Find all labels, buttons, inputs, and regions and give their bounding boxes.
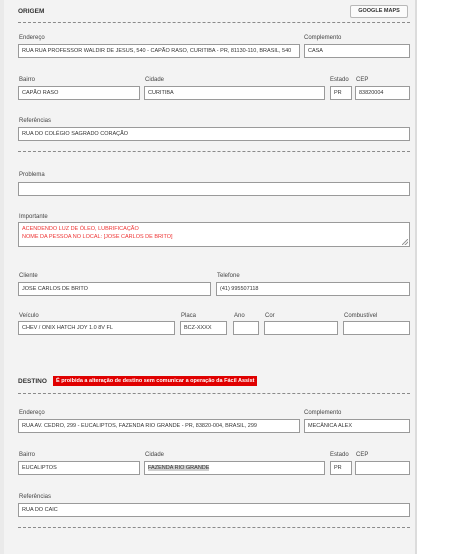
- importante-line-2: NOME DA PESSOA NO LOCAL: [JOSE CARLOS DE BRITO]: [22, 234, 173, 240]
- destino-endereco-input[interactable]: RUA AV. CEDRO, 299 - EUCALIPTOS, FAZENDA RIO GRANDE - PR, 83820-004, BRASIL, 299: [18, 419, 300, 433]
- origem-estado-label: Estado: [330, 77, 349, 83]
- destino-cep-input[interactable]: [355, 461, 410, 475]
- destino-cidade-input[interactable]: [144, 461, 325, 475]
- combustivel-input[interactable]: [343, 321, 410, 335]
- ano-label: Ano: [234, 313, 245, 319]
- cor-input[interactable]: [264, 321, 338, 335]
- origem-complemento-input[interactable]: CASA: [304, 44, 410, 58]
- cor-label: Cor: [265, 313, 275, 319]
- importante-line-1: ACENDENDO LUZ DE ÓLEO, LUBRIFICAÇÃO: [22, 226, 139, 232]
- origem-estado-input[interactable]: PR: [330, 86, 352, 100]
- destino-bairro-label: Bairro: [19, 452, 36, 458]
- destino-warning-badge: É proibida a alteração de destino sem comunicar a operação da Fácil Assist: [53, 376, 257, 386]
- origem-endereco-label: Endereço: [19, 35, 45, 41]
- divider: [18, 527, 410, 528]
- importante-label: Importante: [19, 214, 48, 220]
- veiculo-label: Veículo: [19, 313, 39, 319]
- origem-endereco-input[interactable]: RUA RUA PROFESSOR WALDIR DE JESUS, 540 - CAPÃO RASO, CURITIBA - PR, 81130-110, BRASIL, 540: [18, 44, 300, 58]
- divider: [18, 393, 410, 394]
- destino-cidade-selected-text: FAZENDA RIO GRANDE: [148, 465, 210, 471]
- origem-section-title: ORIGEM: [18, 8, 45, 15]
- google-maps-button[interactable]: GOOGLE MAPS: [350, 5, 408, 18]
- destino-referencias-label: Referências: [19, 494, 52, 500]
- origem-cep-label: CEP: [356, 77, 369, 83]
- origem-cidade-input[interactable]: CURITIBA: [144, 86, 325, 100]
- cliente-input[interactable]: JOSE CARLOS DE BRITO: [18, 282, 211, 296]
- placa-input[interactable]: BCZ-XXXX: [180, 321, 227, 335]
- origem-cidade-label: Cidade: [145, 77, 165, 83]
- placa-label: Placa: [181, 313, 197, 319]
- destino-referencias-input[interactable]: RUA DO CAIC: [18, 503, 410, 517]
- problema-input[interactable]: [18, 182, 410, 196]
- origem-cep-input[interactable]: 83820004: [355, 86, 410, 100]
- origem-complemento-label: Complemento: [304, 35, 342, 41]
- resize-grip-icon[interactable]: [402, 239, 408, 245]
- ano-input[interactable]: [233, 321, 259, 335]
- problema-label: Problema: [19, 172, 45, 178]
- divider: [18, 151, 410, 152]
- telefone-input[interactable]: (41) 995507118: [216, 282, 410, 296]
- destino-complemento-input[interactable]: MECÂNICA ALEX: [304, 419, 410, 433]
- importante-textarea[interactable]: [18, 222, 410, 247]
- telefone-label: Telefone: [217, 273, 240, 279]
- destino-section-title: DESTINO: [18, 378, 47, 385]
- cliente-label: Cliente: [19, 273, 38, 279]
- destino-bairro-input[interactable]: EUCALIPTOS: [18, 461, 140, 475]
- destino-estado-label: Estado: [330, 452, 349, 458]
- destino-complemento-label: Complemento: [304, 410, 342, 416]
- destino-cidade-label: Cidade: [145, 452, 165, 458]
- combustivel-label: Combustível: [344, 313, 378, 319]
- panel-left-edge: [0, 0, 4, 554]
- origem-bairro-label: Bairro: [19, 77, 36, 83]
- destino-endereco-label: Endereço: [19, 410, 45, 416]
- divider: [18, 22, 410, 23]
- origem-bairro-input[interactable]: CAPÃO RASO: [18, 86, 140, 100]
- origem-referencias-label: Referências: [19, 118, 52, 124]
- veiculo-input[interactable]: CHEV / ONIX HATCH JOY 1.0 8V FL: [18, 321, 175, 335]
- destino-cep-label: CEP: [356, 452, 369, 458]
- origem-referencias-input[interactable]: RUA DO COLÉGIO SAGRADO CORAÇÃO: [18, 127, 410, 141]
- destino-estado-input[interactable]: PR: [330, 461, 352, 475]
